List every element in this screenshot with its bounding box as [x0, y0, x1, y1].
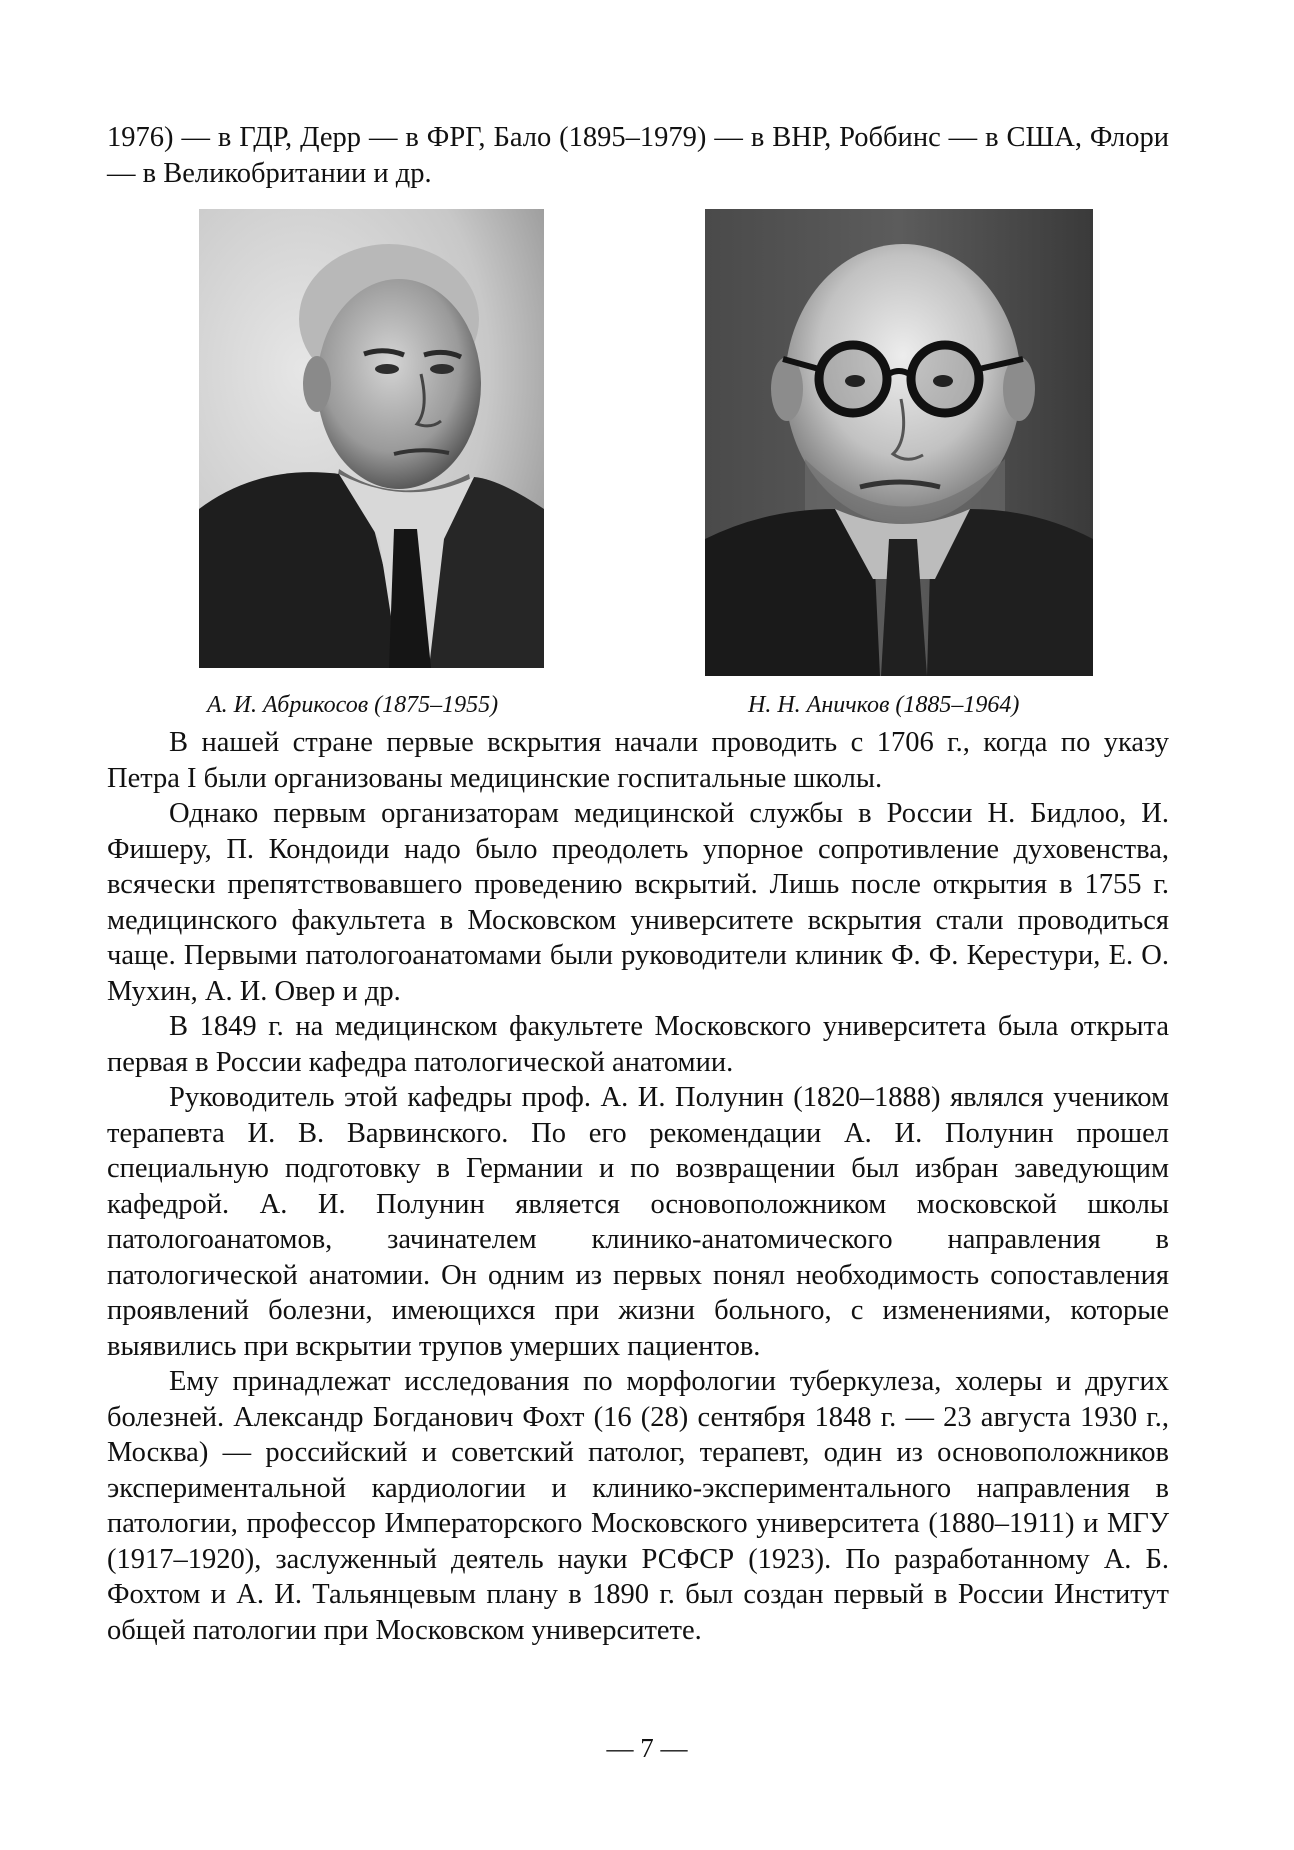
- figure-caption: А. И. Абрикосов (1875–1955): [207, 692, 499, 718]
- portrait-abrikosov: [199, 209, 544, 668]
- paragraph: В нашей стране первые вскрытия начали проводить с 1706 г., когда по указу Петра I были организованы медицинские госпитальные школы.: [107, 727, 1169, 794]
- intro-text: 1976) — в ГДР, Дерр — в ФРГ, Бало (1895–1979) — в ВНР, Роббинс — в США, Флори — в Великобритании и др.: [107, 122, 1169, 189]
- figure-caption: Н. Н. Аничков (1885–1964): [748, 692, 1020, 718]
- paragraph: Ему принадлежат исследования по морфологии туберкулеза, холеры и других болезней. Александр Богданович Фохт (16 (28) сентября 1848 г. — 23 августа 1930 г., Москва) — российский и советский патолог, терапевт, один из основоположников экспериментальной кардиологии и клинико-экспериментального направления в патологии, профессор Императорского Московского университета (1880–1911) и МГУ (1917–1920), заслуженный деятель науки РСФСР (1923). По разработанному А. Б. Фохтом и А. И. Тальянцевым плану в 1890 г. был создан первый в России Институт общей патологии при Московском университете.: [107, 1366, 1169, 1646]
- intro-paragraph: [107, 120, 1169, 191]
- paragraph: В 1849 г. на медицинском факультете Московского университета была открыта первая в России кафедра патологической анатомии.: [107, 1011, 1169, 1078]
- paragraph: Однако первым организаторам медицинской службы в России Н. Бидлоо, И. Фишеру, П. Кондоиди надо было преодолеть упорное сопротивление духовенства, всячески препятствовавшего проведению вскрытий. Лишь после открытия в 1755 г. медицинского факультета в Московском университете вскрытия стали проводиться чаще. Первыми патологоанатомами были руководители клиник Ф. Ф. Керестури, Е. О. Мухин, А. И. Овер и др.: [107, 798, 1169, 1007]
- body-text: [107, 725, 1169, 1648]
- page-number: — 7 —: [606, 1733, 688, 1763]
- paragraph: Руководитель этой кафедры проф. А. И. Полунин (1820–1888) являлся учеником терапевта И. В. Варвинского. По его рекомендации А. И. Полунин прошел специальную подготовку в Германии и по возвращении был избран заведующим кафедрой. А. И. Полунин является основоположником московской школы патологоанатомов, зачинателем клинико-анатомического направления в патологической анатомии. Он одним из первых понял необходимость сопоставления проявлений болезни, имеющихся при жизни больного, с изменениями, которые выявились при вскрытии трупов умерших пациентов.: [107, 1082, 1169, 1362]
- portrait-anichkov: [705, 209, 1093, 676]
